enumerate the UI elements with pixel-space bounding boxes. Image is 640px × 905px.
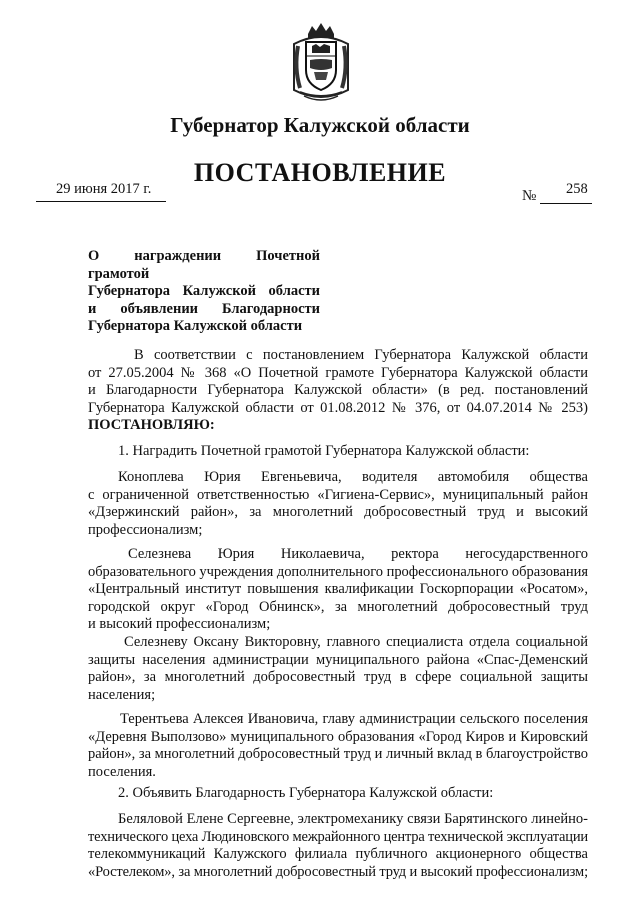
item-1-text: 1. Наградить Почетной грамотой Губернатора Калужской области: [118, 443, 530, 459]
item-2 [88, 785, 588, 803]
awardee-line: «Центральный институт повышения квалификации Госкорпорации «Росатом», [88, 581, 588, 597]
number-label: № [522, 188, 537, 204]
thanked-line: «Ростелеком», за многолетний добросовестный труд и высокий профессионализм; [88, 863, 588, 880]
awardee-line: район», за многолетний добросовестный труд и личный вклад в благоустройство [88, 746, 588, 762]
document-number: 258 [566, 181, 588, 197]
awardee-3 [88, 634, 588, 704]
item-1 [88, 443, 588, 461]
preamble-line: и Благодарности Губернатора Калужской области» (в ред. постановлений [88, 382, 588, 398]
document-subject [88, 248, 320, 336]
number-underline [540, 203, 592, 204]
awardee-line: профессионализм; [88, 521, 203, 538]
awardee-line: городской округ «Город Обнинск», за многолетний добросовестный труд [88, 598, 588, 615]
awardee-2 [88, 546, 588, 634]
awardee-line: образовательного учреждения дополнительного профессионального образования [88, 563, 589, 580]
preamble-line: В соответствии с постановлением Губернатора Калужской области [134, 347, 588, 363]
document-date: 29 июня 2017 г. [56, 181, 152, 197]
organization-title: Губернатор Калужской области [170, 113, 470, 137]
date-underline [36, 201, 166, 202]
awardee-line: «Деревня Выползово» муниципального образования «Город Киров и Кировский [88, 728, 588, 745]
subject-line: О награждении Почетной грамотой [88, 248, 320, 282]
awardee-line: поселения. [88, 763, 156, 780]
awardee-1 [88, 469, 588, 539]
decree-word: ПОСТАНОВЛЯЮ: [88, 417, 215, 433]
subject-line: Губернатора Калужской области [88, 283, 320, 299]
thanked-person [88, 811, 588, 881]
preamble [88, 347, 588, 435]
preamble-line: от 27.05.2004 № 368 «О Почетной грамоте Губернатора Калужской области [88, 364, 588, 381]
awardee-line: район», за многолетний добросовестный труд в сфере социальной защиты [88, 669, 588, 685]
thanked-line: телекоммуникаций Калужского филиала публичного акционерного общества [88, 846, 588, 862]
awardee-line: защиты населения администрации муниципального района «Спас-Деменский [88, 651, 588, 668]
subject-line: и объявлении Благодарности [88, 300, 320, 317]
awardee-line: Терентьева Алексея Ивановича, главу администрации сельского поселения [120, 711, 588, 727]
awardee-line: «Дзержинский район», за многолетний добросовестный труд и высокий [88, 504, 588, 520]
awardee-line: с ограниченной ответственностью «Гигиена-Сервис», муниципальный район [88, 486, 588, 503]
thanked-line: Беляловой Елене Сергеевне, электромеханику связи Барятинского линейно- [118, 811, 588, 827]
kaluga-coat-of-arms-emblem [286, 20, 356, 105]
awardee-line: Селезневу Оксану Викторовну, главного специалиста отдела социальной [124, 634, 588, 650]
preamble-line: Губернатора Калужской области от 01.08.2012 № 376, от 04.07.2014 № 253) [88, 399, 588, 416]
awardee-line: населения; [88, 686, 156, 703]
subject-line: Губернатора Калужской области [88, 318, 303, 334]
awardee-line: Селезнева Юрия Николаевича, ректора негосударственного [128, 546, 588, 562]
awardee-4 [88, 711, 588, 781]
awardee-line: Коноплева Юрия Евгеньевича, водителя автомобиля общества [118, 469, 588, 485]
document-type-title: ПОСТАНОВЛЕНИЕ [193, 158, 447, 187]
item-2-text: 2. Объявить Благодарность Губернатора Калужской области: [118, 785, 494, 801]
thanked-line: технического цеха Людиновского межрайонного центра технической эксплуатации [88, 828, 588, 845]
awardee-line: и высокий профессионализм; [88, 616, 271, 632]
